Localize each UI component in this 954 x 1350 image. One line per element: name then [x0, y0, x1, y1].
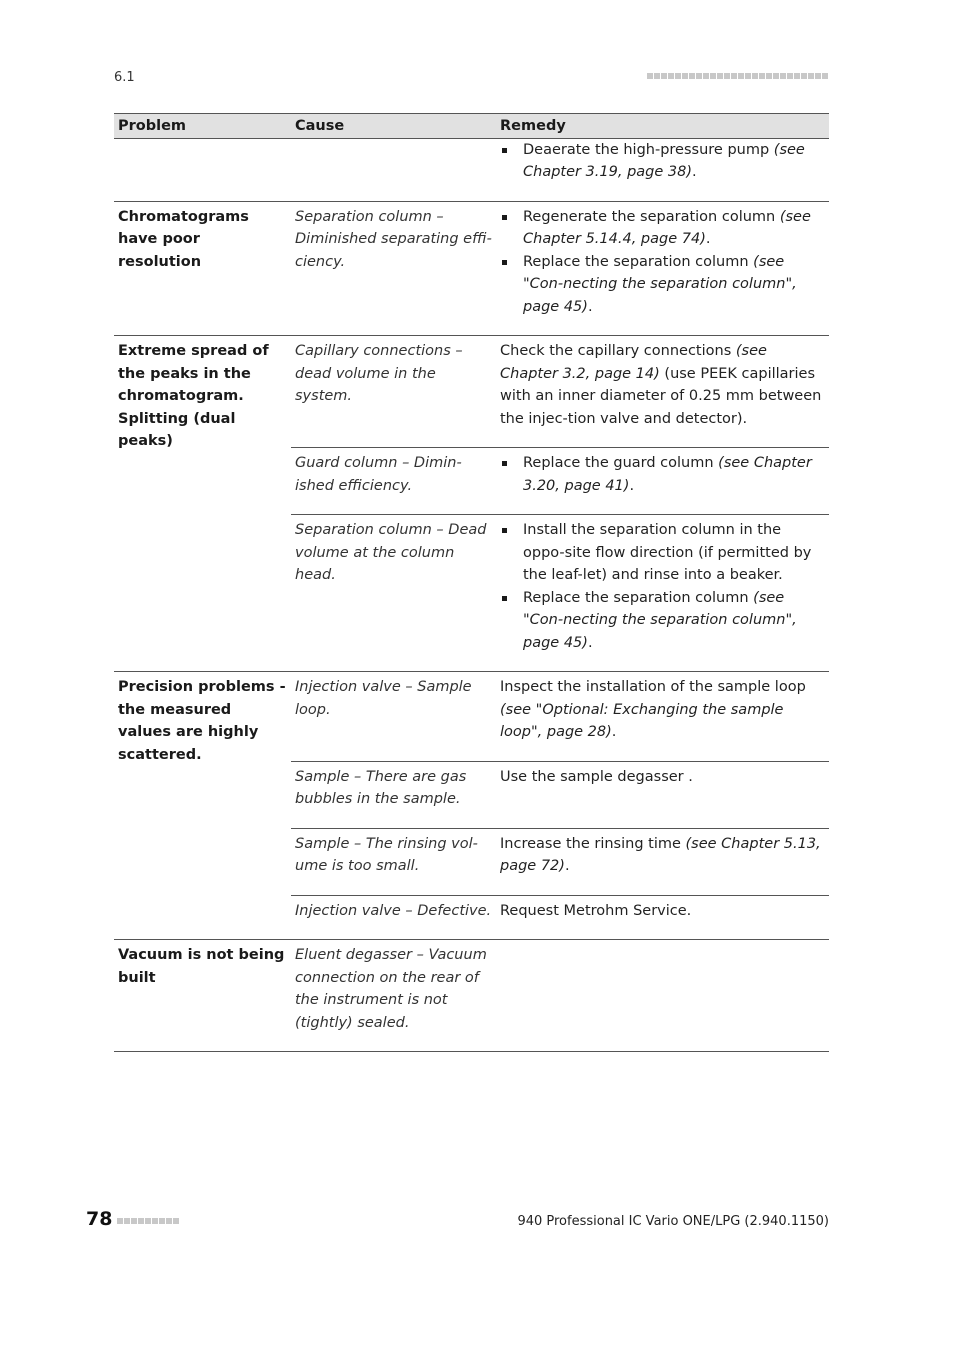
- decoration-square: [647, 73, 653, 79]
- problem-cell: Vacuum is not being built: [114, 940, 291, 1052]
- decoration-square: [773, 73, 779, 79]
- decoration-square: [801, 73, 807, 79]
- decoration-square: [710, 73, 716, 79]
- remedy-bullet: Replace the guard column (see Chapter 3.20, page 41).: [500, 452, 825, 497]
- cause-cell: Injection valve – Sample loop.: [291, 672, 496, 762]
- decoration-square: [152, 1218, 158, 1224]
- decoration-square: [794, 73, 800, 79]
- section-number: 6.1: [114, 70, 135, 85]
- remedy-cell: Check the capillary connections (see Chapter 3.2, page 14) (use PEEK capillaries with an inner diameter of 0.25 mm between the injec-tion valve and detector).: [496, 336, 829, 448]
- decoration-square: [780, 73, 786, 79]
- product-footer: 940 Professional IC Vario ONE/LPG (2.940.1150): [517, 1214, 829, 1229]
- cause-cell: Separation column – Diminished separating effi-ciency.: [291, 201, 496, 336]
- remedy-cell: Request Metrohm Service.: [496, 895, 829, 940]
- table-row: [114, 672, 829, 762]
- decoration-square: [766, 73, 772, 79]
- remedy-cell: Inspect the installation of the sample loop (see "Optional: Exchanging the sample loop", page 28).: [496, 672, 829, 762]
- decoration-square: [689, 73, 695, 79]
- decoration-square: [682, 73, 688, 79]
- decoration-square: [752, 73, 758, 79]
- decoration-square: [703, 73, 709, 79]
- decoration-square: [131, 1218, 137, 1224]
- decoration-square: [696, 73, 702, 79]
- problem-cell: Chromatograms have poor resolution: [114, 201, 291, 336]
- cause-cell: Sample – There are gas bubbles in the sample.: [291, 761, 496, 828]
- decoration-square: [145, 1218, 151, 1224]
- decoration-square: [173, 1218, 179, 1224]
- problem-cell: Precision problems - the measured values are highly scattered.: [114, 672, 291, 940]
- decoration-square: [724, 73, 730, 79]
- table-row: [114, 940, 829, 1052]
- cause-cell: Injection valve – Defective.: [291, 895, 496, 940]
- decoration-square: [668, 73, 674, 79]
- header-decoration: [647, 73, 828, 79]
- decoration-square: [675, 73, 681, 79]
- troubleshooting-table: [114, 113, 829, 1052]
- decoration-square: [815, 73, 821, 79]
- decoration-square: [124, 1218, 130, 1224]
- table-row: [114, 201, 829, 336]
- problem-cell: [114, 138, 291, 201]
- decoration-square: [745, 73, 751, 79]
- decoration-square: [661, 73, 667, 79]
- remedy-cell: Use the sample degasser .: [496, 761, 829, 828]
- remedy-bullet: Replace the separation column (see "Con-necting the separation column", page 45).: [500, 587, 825, 655]
- decoration-square: [759, 73, 765, 79]
- decoration-square: [738, 73, 744, 79]
- remedy-bullet: Replace the separation column (see "Con-necting the separation column", page 45).: [500, 251, 825, 319]
- cause-cell: Sample – The rinsing vol-ume is too small.: [291, 828, 496, 895]
- decoration-square: [717, 73, 723, 79]
- cause-cell: Separation column – Dead volume at the column head.: [291, 515, 496, 672]
- header-problem: Problem: [114, 114, 291, 139]
- table-header-row: [114, 114, 829, 139]
- decoration-square: [787, 73, 793, 79]
- decoration-square: [822, 73, 828, 79]
- cause-cell: Guard column – Dimin-ished efficiency.: [291, 448, 496, 515]
- decoration-square: [117, 1218, 123, 1224]
- remedy-bullet: Deaerate the high-pressure pump (see Chapter 3.19, page 38).: [500, 139, 825, 184]
- remedy-cell: [496, 138, 829, 201]
- cause-cell: Capillary connections – dead volume in the system.: [291, 336, 496, 448]
- decoration-square: [166, 1218, 172, 1224]
- problem-cell: Extreme spread of the peaks in the chromatogram. Splitting (dual peaks): [114, 336, 291, 672]
- remedy-cell: [496, 515, 829, 672]
- page-number: 78: [86, 1208, 113, 1230]
- decoration-square: [654, 73, 660, 79]
- decoration-square: [138, 1218, 144, 1224]
- table-row: [114, 138, 829, 201]
- header-remedy: Remedy: [496, 114, 829, 139]
- cause-cell: [291, 138, 496, 201]
- remedy-cell: [496, 201, 829, 336]
- decoration-square: [731, 73, 737, 79]
- remedy-bullet: Regenerate the separation column (see Chapter 5.14.4, page 74).: [500, 206, 825, 251]
- decoration-square: [808, 73, 814, 79]
- footer-decoration: [117, 1218, 179, 1224]
- remedy-cell: [496, 940, 829, 1052]
- remedy-bullet: Install the separation column in the oppo-site flow direction (if permitted by the leaf-let) and rinse into a beaker.: [500, 519, 825, 587]
- header-cause: Cause: [291, 114, 496, 139]
- cause-cell: Eluent degasser – Vacuum connection on the rear of the instrument is not (tightly) sealed.: [291, 940, 496, 1052]
- table-row: [114, 336, 829, 448]
- remedy-cell: Increase the rinsing time (see Chapter 5.13, page 72).: [496, 828, 829, 895]
- decoration-square: [159, 1218, 165, 1224]
- remedy-cell: [496, 448, 829, 515]
